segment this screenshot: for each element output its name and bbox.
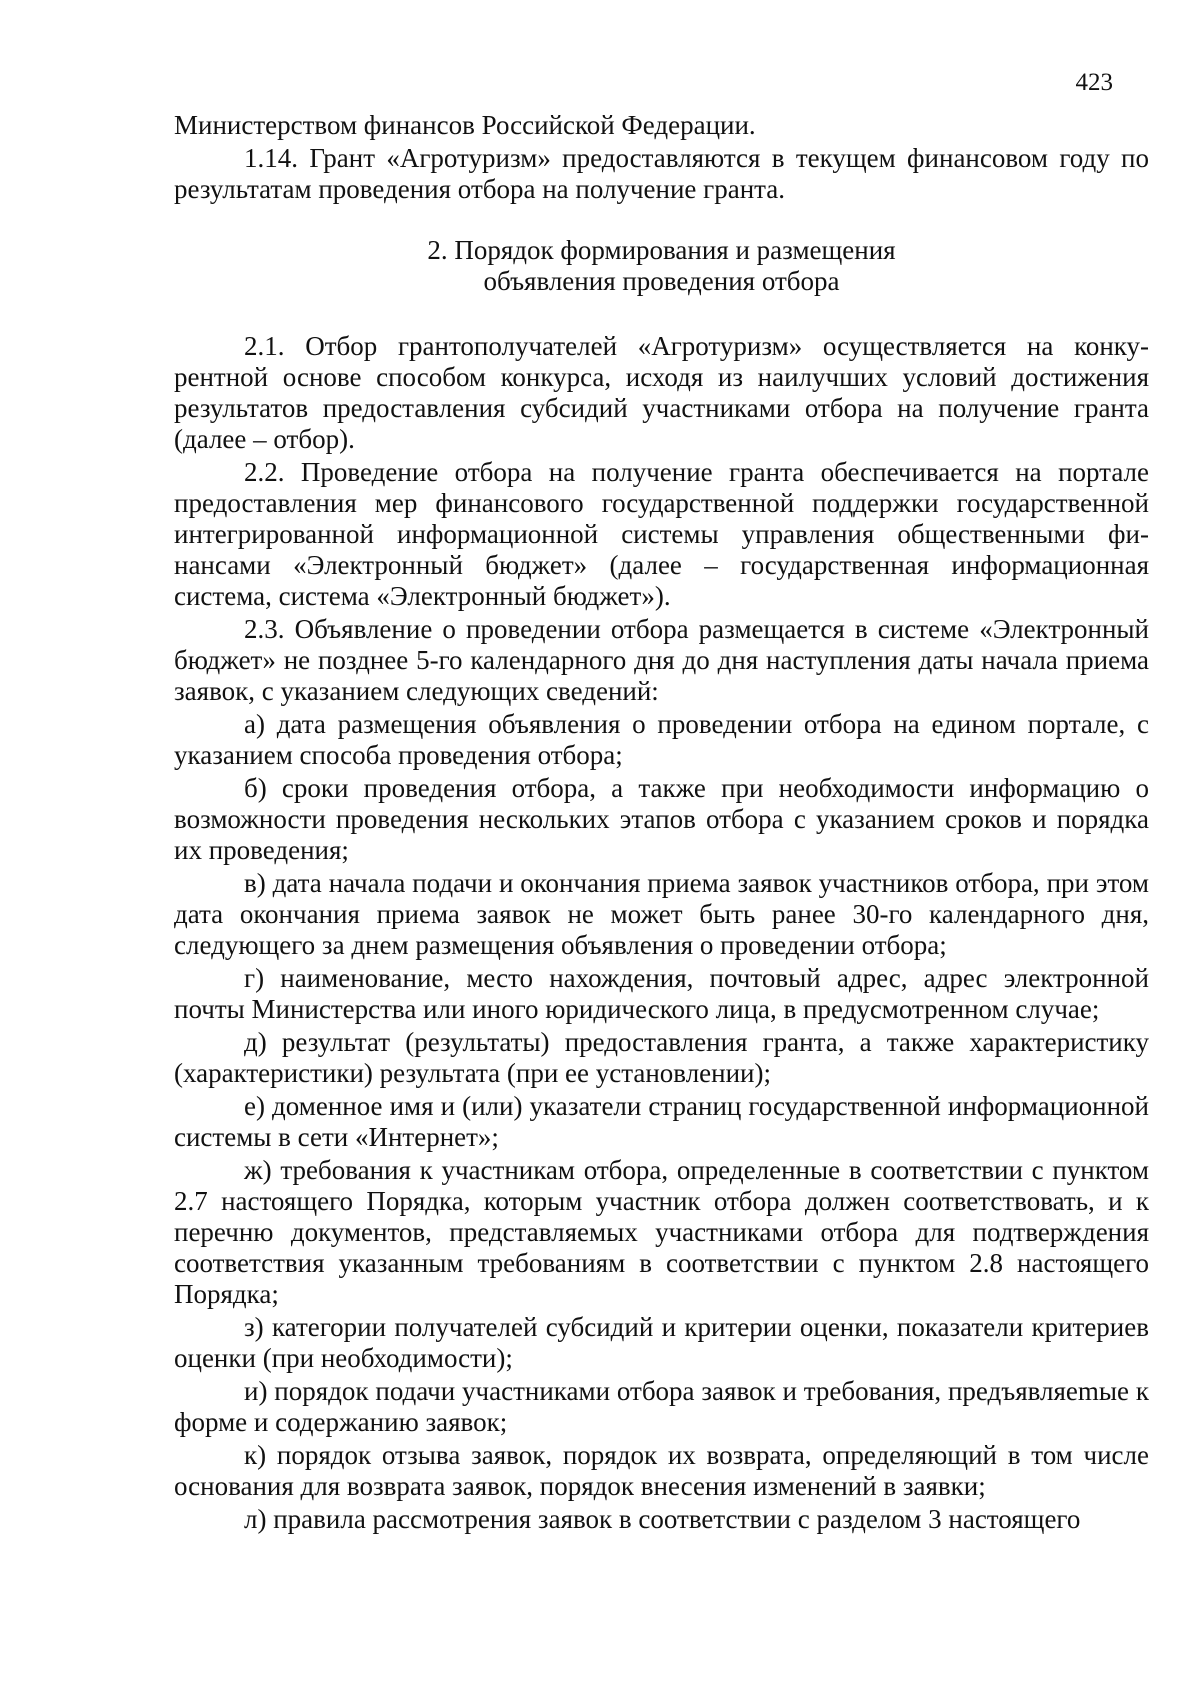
document-body xyxy=(174,110,1149,1535)
list-item-b: б) сроки проведения отбора, а также при необходимости информацию о возможности проведения нескольких этапов отбора с указанием сроков и порядка их проведения; xyxy=(174,773,1149,865)
list-item-i: и) порядок подачи участниками отбора заявок и требования, предъявляеmые к форме и содержанию заявок; xyxy=(174,1376,1149,1437)
list-item-zh: ж) требования к участникам отбора, определенные в соответствии с пунктом 2.7 настоящего Порядка, которым участник отбора должен соответствовать, и к перечню документов, представляемых участниками отбора для подтверждения соответствия указанным требованиям в соответствии с пунктом 2.8 настоящего Порядка; xyxy=(174,1155,1149,1309)
clause-2-2: 2.2. Проведение отбора на получение гранта обеспечивается на портале предоставления мер финансового государственной поддержки государственной интегрированной информационной системы управления общественными финансами «Электронный бюджет» (далее – государственная информационная система, система «Электронный бюджет»). xyxy=(174,457,1149,611)
list-item-d: д) результат (результаты) предоставления гранта, а также характеристику (характеристики) результата (при ее установлении); xyxy=(174,1027,1149,1088)
list-item-g: г) наименование, место нахождения, почтовый адрес, адрес электронной почты Министерства или иного юридического лица, в предусмотренном случае; xyxy=(174,963,1149,1024)
intro-continuation: Министерством финансов Российской Федерации. xyxy=(174,110,756,140)
list-item-a: а) дата размещения объявления о проведении отбора на едином портале, с указанием способа проведения отбора; xyxy=(174,709,1149,770)
section-2-title-line-2: объявления проведения отбора xyxy=(483,266,840,296)
clause-2-1: 2.1. Отбор грантополучателей «Агротуризм» осуществляется на конкурентной основе способом конкурса, исходя из наилучших условий достижения результатов предоставления субсидий участниками отбора на получение гранта (далее – отбор). xyxy=(174,331,1149,454)
page-number: 423 xyxy=(1075,69,1113,96)
list-item-v: в) дата начала подачи и окончания приема заявок участников отбора, при этом дата окончания приема заявок не может быть ранее 30-го календарного дня, следующего за днем размещения объявления о проведении отбора; xyxy=(174,868,1149,960)
list-item-l: л) правила рассмотрения заявок в соответствии с разделом 3 настоящего xyxy=(244,1504,1081,1534)
clause-2-3: 2.3. Объявление о проведении отбора размещается в системе «Электронный бюджет» не позднее 5-го календарного дня до дня наступления даты начала приема заявок, с указанием следующих сведений: xyxy=(174,614,1149,706)
list-item-e: е) доменное имя и (или) указатели страниц государственной информационной системы в сети «Интернет»; xyxy=(174,1091,1149,1152)
section-2-title-line-1: 2. Порядок формирования и размещения xyxy=(427,235,896,265)
list-item-k: к) порядок отзыва заявок, порядок их возврата, определяющий в том числе основания для возврата заявок, порядок внесения изменений в заявки; xyxy=(174,1440,1149,1501)
clause-1-14: 1.14. Грант «Агротуризм» предоставляются в текущем финансовом году по результатам проведения отбора на получение гранта. xyxy=(174,143,1149,204)
section-2-heading xyxy=(174,235,1149,297)
list-item-z: з) категории получателей субсидий и критерии оценки, показатели критериев оценки (при необходимости); xyxy=(174,1312,1149,1373)
